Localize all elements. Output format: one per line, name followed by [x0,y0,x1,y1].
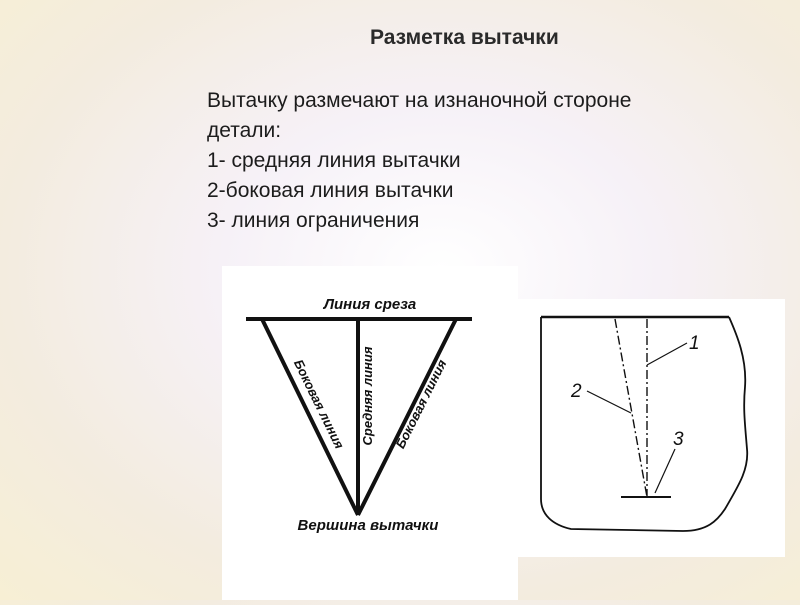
side-line-left [262,319,358,515]
dart-diagram-panel [222,266,518,600]
intro-line-2: детали: [207,119,282,142]
side-line-right-label: Боковая линия [392,357,450,451]
leader-line-1 [647,343,687,365]
callout-3: 3 [673,429,684,450]
callout-1: 1 [689,333,700,354]
pattern-diagram [517,299,785,557]
cut-line-label: Линия среза [323,296,417,313]
middle-line-label: Средняя линия [360,346,375,446]
list-item-1: 1- средняя линия вытачки [207,149,461,172]
list-item-2: 2-боковая линия вытачки [207,179,454,202]
intro-line-1: Вытачку размечают на изнаночной стороне [207,89,632,112]
dart-apex-label: Вершина вытачки [297,517,439,534]
pattern-diagram-panel [517,299,785,557]
leader-line-3 [655,449,675,493]
description-text [207,86,787,236]
leader-line-2 [587,391,631,413]
slide-title: Разметка вытачки [370,26,559,49]
pattern-outline [541,317,747,531]
list-item-3: 3- линия ограничения [207,209,420,232]
dart-diagram [222,266,518,600]
side-line-left-label: Боковая линия [290,357,348,452]
callout-2: 2 [571,381,582,402]
